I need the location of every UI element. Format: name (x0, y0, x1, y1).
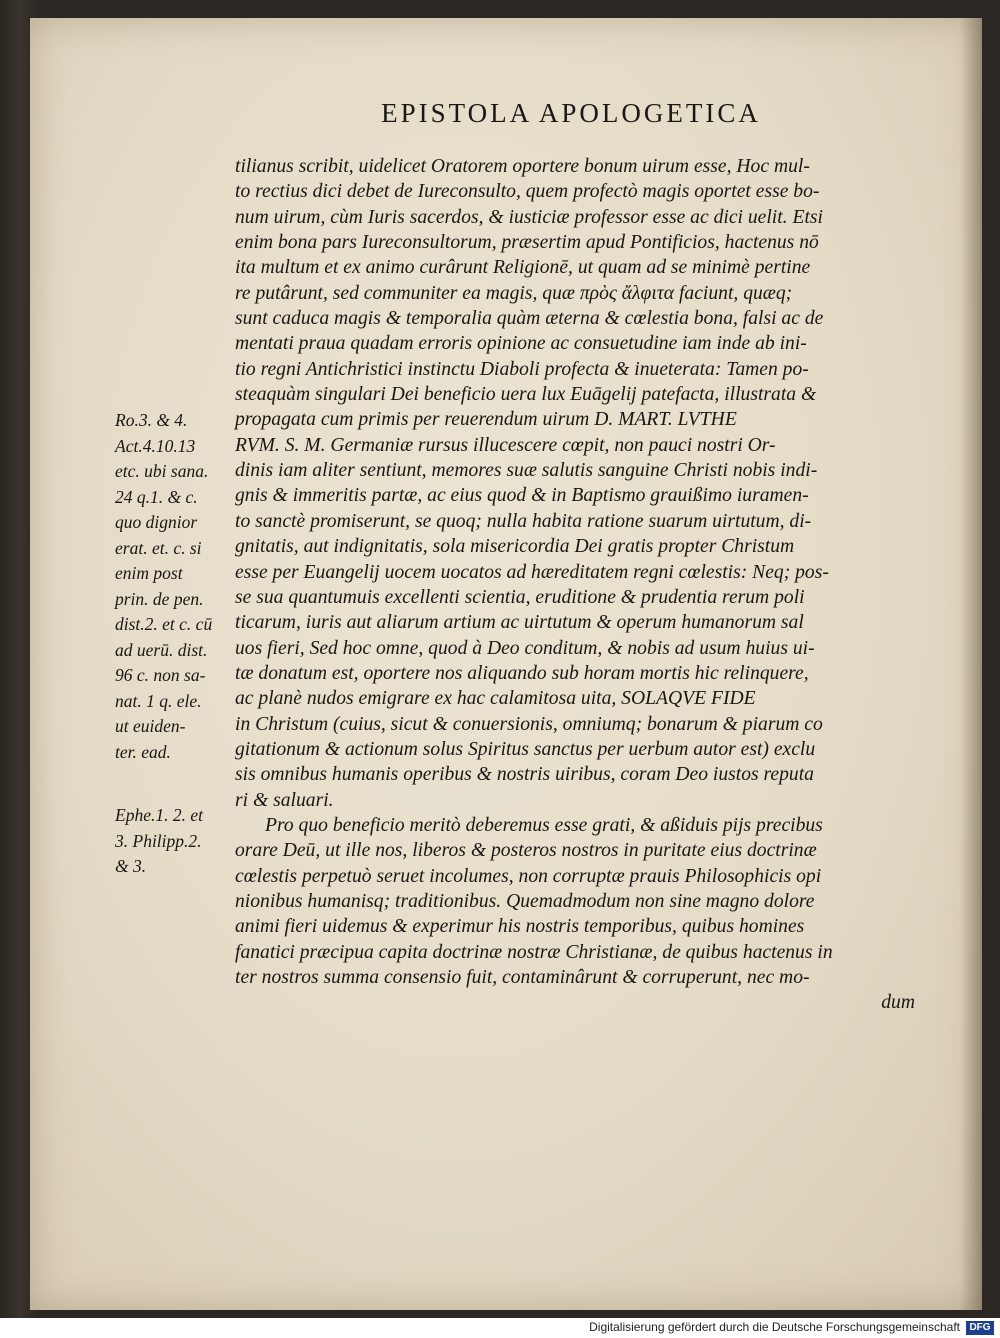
text-line: tilianus scribit, uidelicet Oratorem oportere bonum uirum esse, Hoc mul- (235, 156, 810, 177)
text-line: enim bona pars Iureconsultorum, præsertim apud Pontificios, hactenus nō (235, 232, 819, 254)
text-line: ticarum, iuris aut aliarum artium ac uirtutum & operum humanorum sal (235, 612, 804, 634)
margin-note-line: nat. 1 q. ele. (115, 690, 202, 711)
text-line: RVM. S. M. Germaniæ rursus illucescere cœpit, non pauci nostri Or- (235, 434, 776, 456)
text-line: gitationum & actionum solus Spiritus sanctus per uerbum autor est) exclu (235, 738, 816, 760)
text-line: ita multum et ex animo curârunt Religionē, ut quam ad se minimè pertine (235, 257, 811, 279)
text-line: to rectius dici debet de Iureconsulto, quem profectò magis oportet esse bo- (235, 181, 820, 203)
margin-note-line: & 3. (115, 856, 147, 876)
text-line: sunt caduca magis & temporalia quàm æterna & cœlestia bona, falsi ac de (235, 308, 824, 330)
text-line: gnis & immeritis partæ, ac eius quod & in Baptismo grauißimo iuramen- (235, 485, 809, 507)
catchword: dum (881, 992, 915, 1014)
margin-note-line: ut euiden- (115, 716, 186, 736)
text-line: esse per Euangelij uocem uocatos ad hæreditatem regni cœlestis: Neq; pos- (235, 561, 829, 583)
text-line: ter nostros summa consensio fuit, contaminârunt & corruperunt, nec mo- (235, 967, 810, 988)
text-line: se sua quantumuis excellenti scientia, eruditione & prudentia rerum poli (235, 586, 805, 608)
margin-note-line: Act.4.10.13 (115, 435, 196, 456)
margin-note-line: prin. de pen. (115, 588, 204, 609)
text-line: to sanctè promiserunt, se quoq; nulla habita ratione suarum uirtutum, di- (235, 510, 812, 532)
margin-note-line: 24 q.1. & c. (115, 486, 198, 507)
text-line: steaquàm singulari Dei beneficio uera lux Euāgelij patefacta, illustrata & (235, 384, 817, 406)
text-line: dinis iam aliter sentiunt, memores suæ salutis sanguine Christi nobis indi- (235, 460, 818, 482)
text-line: num uirum, cùm Iuris sacerdos, & iusticiæ professor esse ac dici uelit. Etsi (235, 206, 823, 228)
text-line: ri & saluari. (235, 789, 334, 811)
margin-note-references (115, 408, 240, 765)
margin-note-line: erat. et. c. si (115, 537, 202, 558)
margin-notes (115, 408, 240, 880)
margin-note-line: Ephe.1. 2. et (115, 805, 203, 825)
text-line: in Christum (cuius, sicut & conuersionis, omniumq; bonarum & piarum co (235, 713, 823, 735)
text-line: tio regni Antichristici instinctu Diaboli profecta & inueterata: Tamen po- (235, 358, 809, 380)
margin-note-line: quo dignior (115, 512, 198, 532)
body-text (235, 154, 925, 1016)
margin-note-line: 96 c. non sa- (115, 665, 206, 685)
margin-note-line: Ro.3. & 4. (115, 410, 188, 430)
page-edge-shadow (960, 18, 982, 1310)
footer-bar (0, 1318, 1000, 1338)
text-line: nionibus humanisq; traditionibus. Quemadmodum non sine magno dolore (235, 890, 815, 912)
dfg-logo-icon: DFG (966, 1321, 994, 1335)
text-line: ac planè nudos emigrare ex hac calamitosa uita, SOLAQVE FIDE (235, 688, 756, 710)
margin-note-line: ter. ead. (115, 741, 171, 762)
running-head: EPISTOLA APOLOGETICA (381, 98, 761, 128)
text-line: sis omnibus humanis operibus & nostris uiribus, coram Deo iustos reputa (235, 764, 814, 786)
margin-note-line: enim post (115, 563, 183, 583)
margin-note-line: ad uerū. dist. (115, 639, 208, 660)
text-line: cœlestis perpetuò seruet incolumes, non corruptæ prauis Philosophicis opi (235, 865, 822, 887)
book-page (30, 18, 982, 1310)
margin-note-line: dist.2. et c. cū (115, 614, 213, 634)
margin-note-line: etc. ubi sana. (115, 461, 209, 481)
text-line: tæ donatum est, oportere nos aliquando sub horam mortis hic relinquere, (235, 662, 809, 684)
text-line: Pro quo beneficio meritò deberemus esse grati, & aßiduis pijs precibus (265, 814, 823, 836)
funding-credit: Digitalisierung gefördert durch die Deutsche Forschungsgemeinschaft (589, 1320, 960, 1334)
text-line: re putârunt, sed communiter ea magis, quæ πρὸς ἄλφιτα faciunt, quæq; (235, 282, 793, 304)
text-line: animi fieri uidemus & experimur his nostris temporibus, quibus homines (235, 916, 805, 938)
text-line: orare Deū, ut ille nos, liberos & posteros nostros in puritate eius doctrinæ (235, 840, 817, 862)
text-line: uos fieri, Sed hoc omne, quod à Deo conditum, & nobis ad usum huius ui- (235, 637, 815, 659)
text-line: gnitatis, aut indignitatis, sola misericordia Dei gratis propter Christum (235, 536, 795, 558)
margin-note-ephesians (115, 803, 240, 880)
text-line: propagata cum primis per reuerendum uirum D. MART. LVTHE (235, 409, 737, 431)
margin-note-line: 3. Philipp.2. (115, 830, 202, 851)
text-line: fanatici præcipua capita doctrinæ nostræ Christianæ, de quibus hactenus in (235, 941, 833, 963)
text-line: mentati praua quadam erroris opinione ac consuetudine iam inde ab ini- (235, 333, 807, 355)
